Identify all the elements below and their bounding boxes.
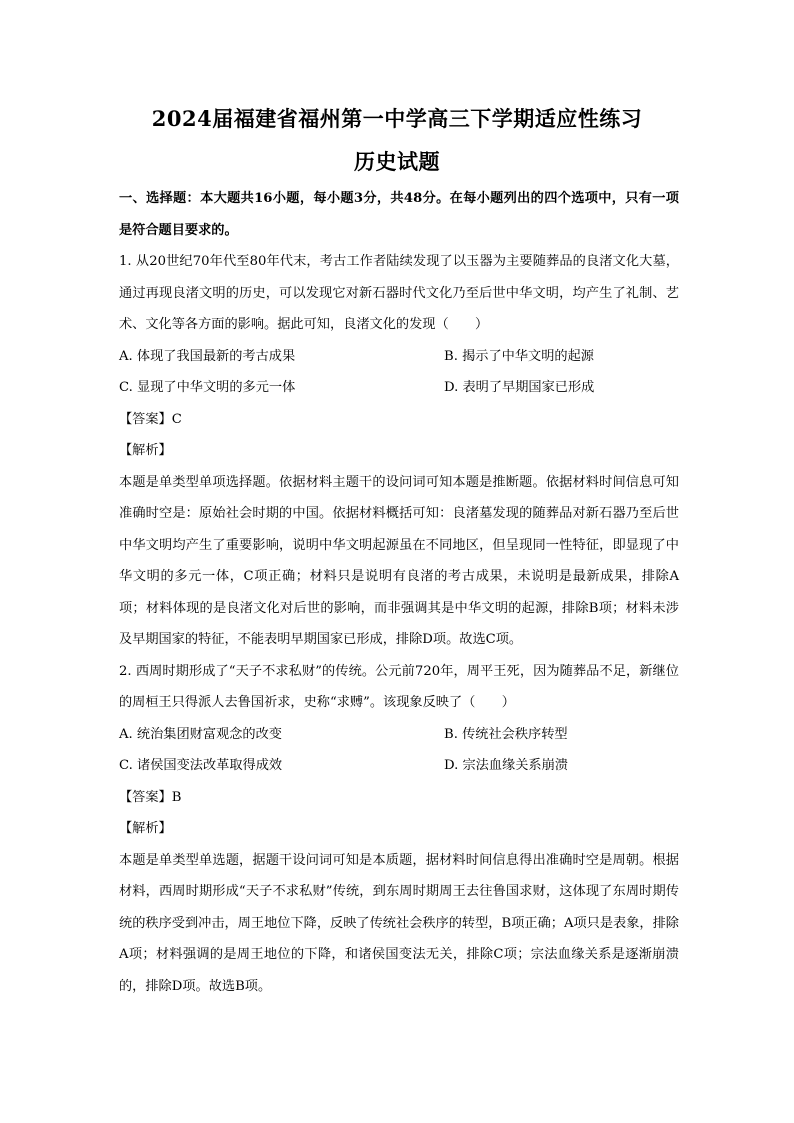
document-body (119, 183, 679, 1002)
analysis-label: 【解析】 (119, 443, 172, 458)
question-1 (119, 246, 679, 656)
option-b: B. 传统社会秩序转型 (444, 726, 568, 742)
analysis-label: 【解析】 (119, 821, 172, 836)
options-row (119, 719, 679, 751)
analysis-text: 本题是单类型单项选择题。依据材料主题干的设问词可知本题是推断题。依据材料时间信息可知准确时空是：原始社会时期的中国。依据材料概括可知：良渚墓发现的随葬品对新石器乃至后世中华文明均产生了重要影响，说明中华文明起源虽在不同地区，但呈现同一性特征，即显现了中华文明的多元一体，C项正确；材料只是说明有良渚的考古成果，未说明是最新成果，排除A项；材料体现的是良渚文化对后世的影响，而非强调其是中华文明的起源，排除B项；材料未涉及早期国家的特征，不能表明早期国家已形成，排除D项。故选C项。 (119, 474, 679, 647)
section-header: 一、选择题：本大题共16小题，每小题3分，共48分。在每小题列出的四个选项中，只有一项是符合题目要求的。 (119, 191, 679, 238)
answer-label: 【答案】C (119, 411, 182, 427)
options-row (119, 750, 679, 782)
document-subtitle: 历史试题 (354, 149, 440, 174)
option-b: B. 揭示了中华文明的起源 (444, 348, 594, 364)
analysis-text: 本题是单类型单选题，据题干设问词可知是本质题，据材料时间信息得出准确时空是周朝。根据材料，西周时期形成“天子不求私财”传统，到东周时期周王去往鲁国求财，这体现了东周时期传统的秩序受到冲击，周王地位下降，反映了传统社会秩序的转型，B项正确；A项只是表象，排除A项；材料强调的是周王地位的下降，和诸侯国变法无关，排除C项；宗法血缘关系是逐渐崩溃的，排除D项。故选B项。 (119, 852, 679, 994)
option-c: C. 诸侯国变法改革取得成效 (119, 758, 283, 773)
option-d: D. 宗法血缘关系崩溃 (444, 758, 568, 773)
option-a: A. 体现了我国最新的考古成果 (119, 348, 296, 364)
answer-label: 【答案】B (119, 789, 182, 805)
question-2 (119, 656, 679, 1003)
options-row (119, 341, 679, 373)
question-stem: 2. 西周时期形成了“天子不求私财”的传统。公元前720年，周平王死，因为随葬品不足，新继位的周桓王只得派人去鲁国祈求，史称“求赙”。该现象反映了（ ） (119, 663, 679, 710)
option-c: C. 显现了中华文明的多元一体 (119, 380, 296, 395)
option-a: A. 统治集团财富观念的改变 (119, 726, 282, 742)
document-title: 2024届福建省福州第一中学高三下学期适应性练习 (151, 106, 643, 131)
question-stem: 1. 从20世纪70年代至80年代末，考古工作者陆续发现了以玉器为主要随葬品的良渚文化大墓，通过再现良渚文明的历史，可以发现它对新石器时代文化乃至后世中华文明，均产生了礼制、艺术、文化等各方面的影响。据此可知，良渚文化的发现（ ） (119, 254, 679, 332)
options-row (119, 372, 679, 404)
option-d: D. 表明了早期国家已形成 (444, 380, 595, 395)
